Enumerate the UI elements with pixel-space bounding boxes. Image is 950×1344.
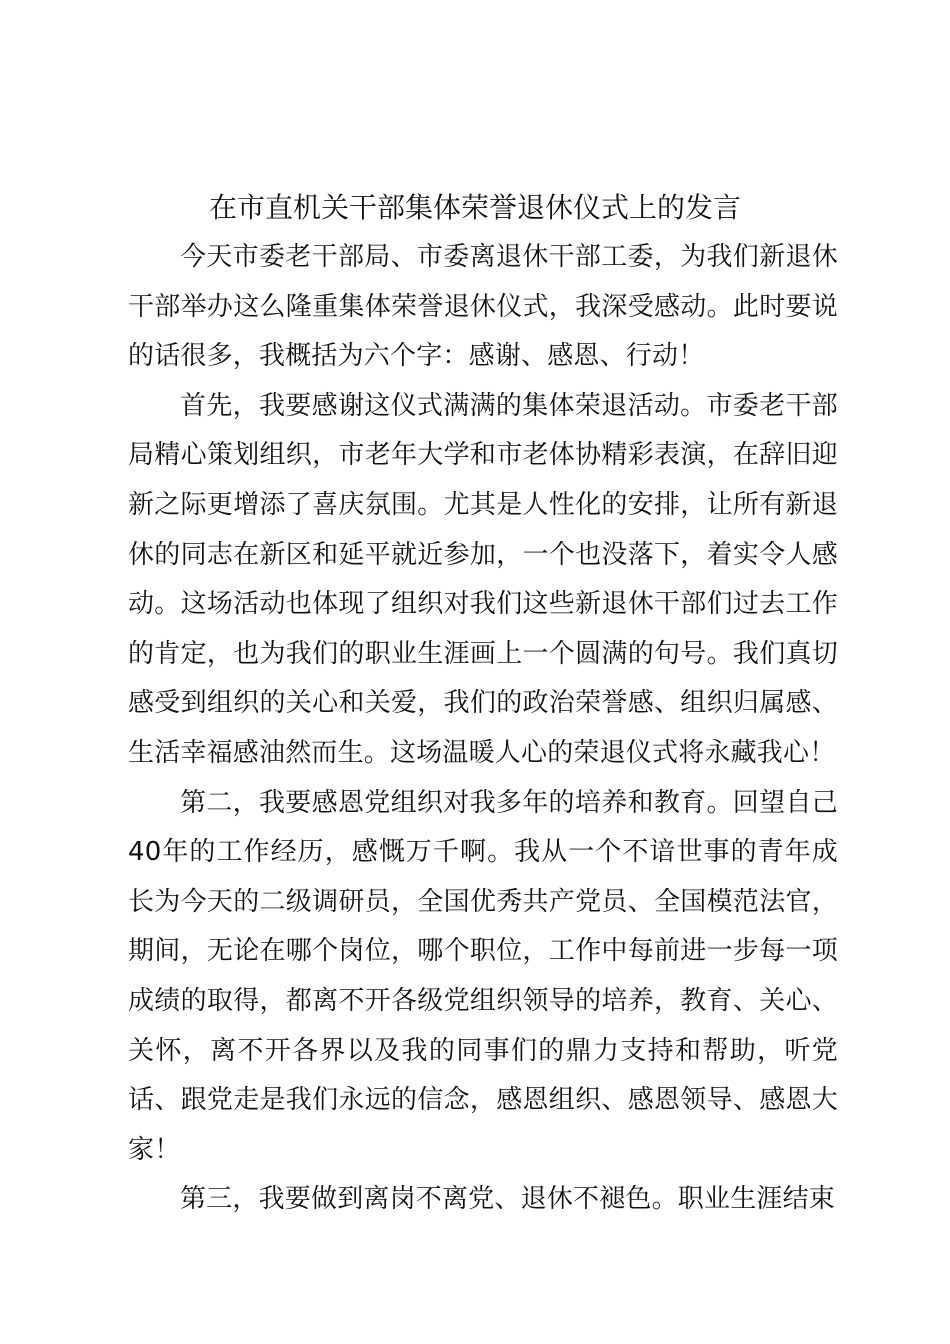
paragraph-first: 首先，我要感谢这仪式满满的集体荣退活动。市委老干部局精心策划组织，市老年大学和市老体协精彩表演，在辞旧迎新之际更增添了喜庆氛围。尤其是人性化的安排，让所有新退休的同志在新区和延平就近参加，一个也没落下，着实令人感动。这场活动也体现了组织对我们这些新退休干部们过去工作的肯定，也为我们的职业生涯画上一个圆满的句号。我们真切感受到组织的关心和关爱，我们的政治荣誉感、组织归属感、生活幸福感油然而生。这场温暖人心的荣退仪式将永藏我心！: [128, 390, 838, 768]
paragraph-intro: 今天市委老干部局、市委离退休干部工委，为我们新退休干部举办这么隆重集体荣誉退休仪式，我深受感动。此时要说的话很多，我概括为六个字：感谢、感恩、行动！: [128, 242, 838, 372]
paragraph-second: 第二，我要感恩党组织对我多年的培养和教育。回望自己40年的工作经历，感慨万千啊。我从一个不谙世事的青年成长为今天的二级调研员，全国优秀共产党员、全国模范法官，期间，无论在哪个岗位，哪个职位，工作中每前进一步每一项成绩的取得，都离不开各级党组织领导的培养，教育、关心、关怀，离不开各界以及我的同事们的鼎力支持和帮助，听党话、跟党走是我们永远的信念，感恩组织、感恩领导、感恩大家！: [128, 787, 838, 1165]
document-body: [128, 233, 838, 1225]
paragraph-third: 第三，我要做到离岗不离党、退休不褪色。职业生涯结束: [180, 1184, 836, 1215]
document-title: 在市直机关干部集体荣誉退休仪式上的发言: [208, 191, 741, 224]
